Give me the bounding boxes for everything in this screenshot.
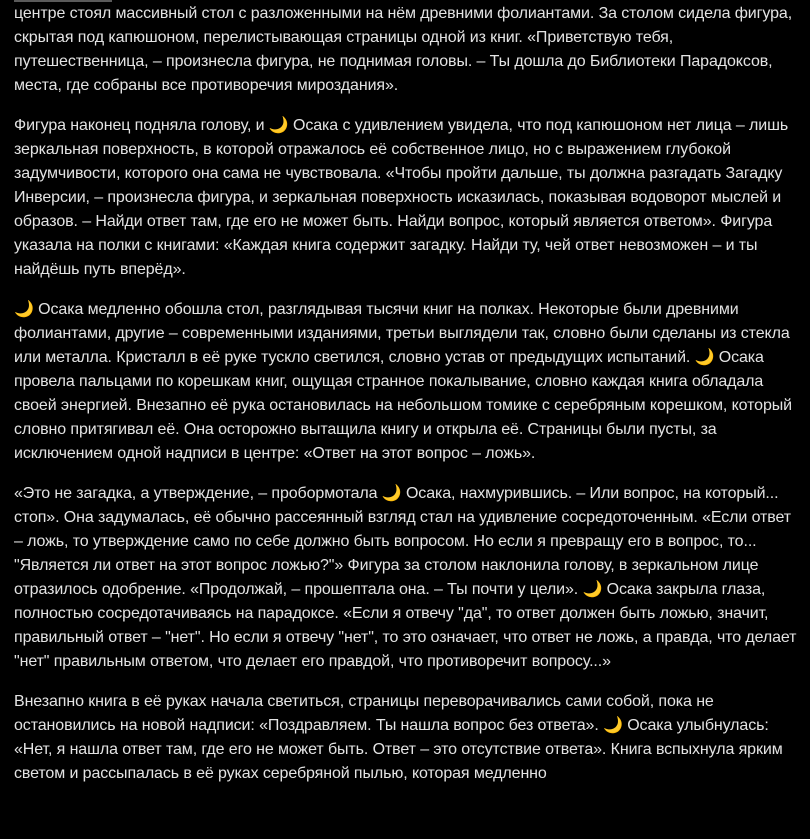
paragraph-text: «Это не загадка, а утверждение, – пробормотала 🌙 Осака, нахмурившись. – Или вопрос, на который... стоп». Она задумалась, её обычно рассеянный взгляд стал на удивление сосредоточенным. «Если ответ – ложь, то утверждение само по себе должно быть вопросом. Но если я превращу его в вопрос, то... "Является ли ответ на этот вопрос ложью?"» Фигура за столом наклонила голову, в зеркальном лице отразилось одобрение. «Продолжай, – прошептала она. – Ты почти у цели». 🌙 Осака закрыла глаза, полностью сосредотачиваясь на парадоксе. «Если я отвечу "да", то ответ должен быть ложью, значит, правильный ответ – "нет". Но если я отвечу "нет", то это означает, что ответ не ложь, а правда, что делает "нет" правильным ответом, что делает его правдой, что противоречит вопросу...» (14, 485, 797, 670)
story-paragraph (14, 2, 804, 98)
paragraph-text: центре стоял массивный стол с разложенными на нём древними фолиантами. За столом сидела фигура, скрытая под капюшоном, перелистывающая страницы одной из книг. «Приветствую тебя, путешественница, – произнесла фигура, не поднимая головы. – Ты дошла до Библиотеки Парадоксов, места, где собраны все противоречия мироздания». (14, 5, 793, 94)
story-text (14, 2, 804, 802)
story-paragraph (14, 690, 804, 786)
story-paragraph (14, 482, 804, 674)
story-paragraph (14, 298, 804, 466)
paragraph-text: 🌙 Осака медленно обошла стол, разглядывая тысячи книг на полках. Некоторые были древними фолиантами, другие – современными изданиями, третьи выглядели так, словно были сделаны из стекла или металла. Кристалл в её руке тускло светился, словно устав от предыдущих испытаний. 🌙 Осака провела пальцами по корешкам книг, ощущая странное покалывание, словно каждая книга обладала своей энергией. Внезапно её рука остановилась на небольшом томике с серебряным корешком, который словно притягивал её. Она осторожно вытащила книгу и открыла её. Страницы были пусты, за исключением одной надписи в центре: «Ответ на этот вопрос – ложь». (14, 301, 793, 462)
story-paragraph (14, 114, 804, 282)
paragraph-text: Фигура наконец подняла голову, и 🌙 Осака с удивлением увидела, что под капюшоном нет лица – лишь зеркальная поверхность, в которой отражалось её собственное лицо, но с выражением глубокой задумчивости, которого она сама не чувствовала. «Чтобы пройти дальше, ты должна разгадать Загадку Инверсии, – произнесла фигура, и зеркальная поверхность исказилась, показывая водоворот мыслей и образов. – Найди ответ там, где его не может быть. Найди вопрос, который является ответом». Фигура указала на полки с книгами: «Каждая книга содержит загадку. Найди ту, чей ответ невозможен – и ты найдёшь путь вперёд». (14, 117, 789, 278)
paragraph-text: Внезапно книга в её руках начала светиться, страницы переворачивались сами собой, пока не остановились на новой надписи: «Поздравляем. Ты нашла вопрос без ответа». 🌙 Осака улыбнулась: «Нет, я нашла ответ там, где его не может быть. Ответ – это отсутствие ответа». Книга вспыхнула ярким светом и рассыпалась в её руках серебряной пылью, которая медленно (14, 693, 783, 782)
